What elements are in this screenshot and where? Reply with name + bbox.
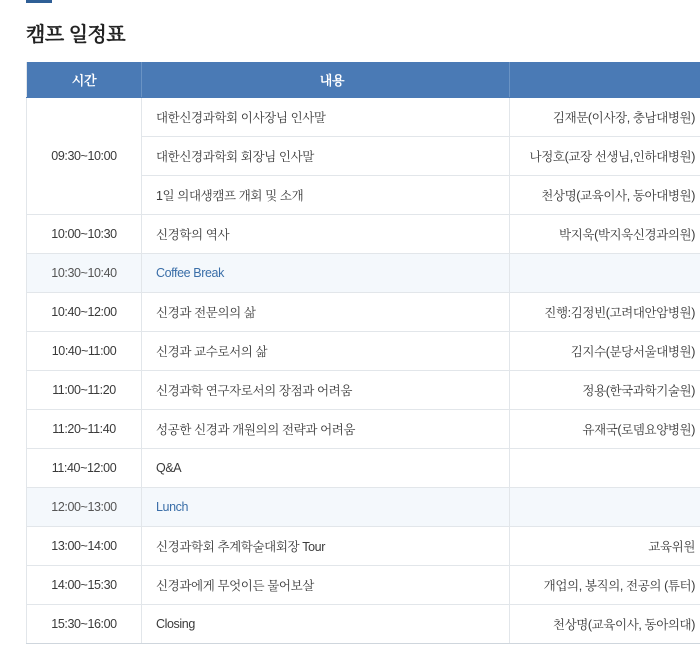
cell-time: 10:30~10:40 xyxy=(27,254,142,293)
column-header-time: 시간 xyxy=(27,62,142,98)
cell-content: 신경과학 연구자로서의 장점과 어려움 xyxy=(142,371,510,410)
cell-content: 대한신경과학회 회장님 인사말 xyxy=(142,137,510,176)
table-head xyxy=(27,62,700,98)
cell-time: 12:00~13:00 xyxy=(27,488,142,527)
cell-person: 김재문(이사장, 충남대병원) xyxy=(510,98,700,137)
table-row xyxy=(27,98,700,137)
table-row xyxy=(27,488,700,527)
page-title: 캠프 일정표 xyxy=(26,24,126,46)
table-row xyxy=(27,527,700,566)
cell-content: 대한신경과학회 이사장님 인사말 xyxy=(142,98,510,137)
cell-time: 11:40~12:00 xyxy=(27,449,142,488)
table-row xyxy=(27,215,700,254)
column-header-person xyxy=(510,62,700,98)
cell-time: 11:00~11:20 xyxy=(27,371,142,410)
cell-person xyxy=(510,449,700,488)
cell-person: 박지욱(박지욱신경과의원) xyxy=(510,215,700,254)
table-body xyxy=(27,98,700,644)
cell-time: 13:00~14:00 xyxy=(27,527,142,566)
table-row xyxy=(27,332,700,371)
cell-time: 15:30~16:00 xyxy=(27,605,142,644)
column-header-content: 내용 xyxy=(142,62,510,98)
title-accent-rule xyxy=(26,0,52,3)
cell-person xyxy=(510,254,700,293)
cell-content: 신경과학회 추계학술대회장 Tour xyxy=(142,527,510,566)
cell-person: 천상명(교육이사, 동아대병원) xyxy=(510,176,700,215)
cell-content: Q&A xyxy=(142,449,510,488)
cell-content: 신경과 교수로서의 삶 xyxy=(142,332,510,371)
cell-person: 개업의, 봉직의, 전공의 (튜터) xyxy=(510,566,700,605)
cell-content: Coffee Break xyxy=(142,254,510,293)
cell-content: 신경과에게 무엇이든 물어보살 xyxy=(142,566,510,605)
table-row xyxy=(27,605,700,644)
cell-time: 10:40~11:00 xyxy=(27,332,142,371)
cell-person xyxy=(510,488,700,527)
cell-time: 14:00~15:30 xyxy=(27,566,142,605)
cell-time: 10:00~10:30 xyxy=(27,215,142,254)
schedule-table xyxy=(26,62,700,644)
table-row xyxy=(27,410,700,449)
cell-content: 성공한 신경과 개원의의 전략과 어려움 xyxy=(142,410,510,449)
cell-person: 정용(한국과학기술원) xyxy=(510,371,700,410)
cell-time: 10:40~12:00 xyxy=(27,293,142,332)
cell-content: 신경학의 역사 xyxy=(142,215,510,254)
cell-content: 1일 의대생캠프 개회 및 소개 xyxy=(142,176,510,215)
cell-time: 09:30~10:00 xyxy=(27,98,142,215)
cell-content: Lunch xyxy=(142,488,510,527)
table-row xyxy=(27,293,700,332)
cell-person: 진행:김정빈(고려대안암병원) xyxy=(510,293,700,332)
cell-person: 천상명(교육이사, 동아의대) xyxy=(510,605,700,644)
cell-person: 나정호(교장 선생님,인하대병원) xyxy=(510,137,700,176)
table-row xyxy=(27,371,700,410)
table-row xyxy=(27,254,700,293)
cell-person: 교육위원 xyxy=(510,527,700,566)
table-row xyxy=(27,449,700,488)
cell-time: 11:20~11:40 xyxy=(27,410,142,449)
cell-person: 김지수(분당서울대병원) xyxy=(510,332,700,371)
schedule-table-wrap xyxy=(26,62,695,644)
cell-person: 유재국(로뎀요양병원) xyxy=(510,410,700,449)
cell-content: Closing xyxy=(142,605,510,644)
table-row xyxy=(27,566,700,605)
cell-content: 신경과 전문의의 삶 xyxy=(142,293,510,332)
table-header-row xyxy=(27,62,700,98)
